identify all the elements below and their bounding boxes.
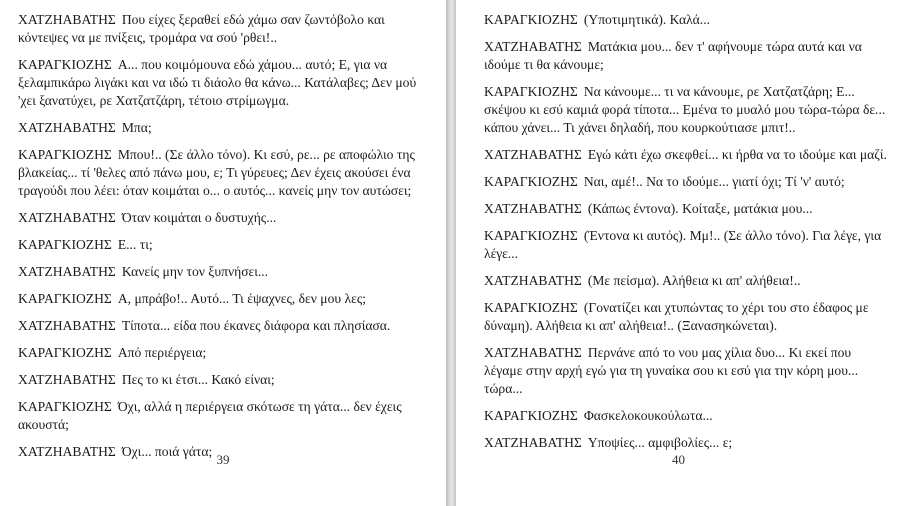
dialogue-line: [484, 344, 887, 398]
dialogue-line: [484, 407, 887, 425]
dialogue-text: Α... που κοιμόμουνα εδώ χάμου... αυτό; Ε, για να ξελαμπικάρω λιγάκι και να ιδώ τι διάολο θα κάνω... Κατάλαβες; Δεν μού 'χει ξανατύχει, ρε Χατζατζάρη, τέτοιο στρίμωγμα.: [18, 57, 417, 108]
dialogue-line: [18, 344, 432, 362]
speaker-name: ΧΑΤΖΗΑΒΑΤΗΣ: [18, 210, 116, 225]
dialogue-line: [18, 371, 432, 389]
dialogue-text: Περνάνε από το νου μας χίλια δυο... Κι εκεί που λέγαμε στην αρχή εγώ για τη γυναίκα σου κι εσύ για την κόρη μου... τώρα...: [484, 345, 859, 396]
dialogue-line: [18, 209, 432, 227]
dialogue-line: [484, 200, 887, 218]
dialogue-text: Ε... τι;: [117, 237, 153, 252]
dialogue-text: (Με πείσμα). Αλήθεια κι απ' αλήθεια!..: [587, 273, 801, 288]
speaker-name: ΧΑΤΖΗΑΒΑΤΗΣ: [18, 120, 116, 135]
dialogue-text: (Έντονα κι αυτός). Μμ!.. (Σε άλλο τόνο). Για λέγε, για λέγε...: [484, 228, 882, 261]
dialogue-line: [484, 83, 887, 137]
dialogue-line: [18, 290, 432, 308]
speaker-name: ΚΑΡΑΓΚΙΟΖΗΣ: [484, 84, 578, 99]
dialogue-line: [18, 263, 432, 281]
speaker-name: ΚΑΡΑΓΚΙΟΖΗΣ: [484, 300, 578, 315]
dialogue-text: Όχι, αλλά η περιέργεια σκότωσε τη γάτα... δεν έχεις ακουστά;: [18, 399, 402, 432]
dialogue-text: (Κάπως έντονα). Κοίταξε, ματάκια μου...: [587, 201, 813, 216]
speaker-name: ΚΑΡΑΓΚΙΟΖΗΣ: [484, 174, 578, 189]
dialogue-text: Μπα;: [121, 120, 152, 135]
dialogue-line: [484, 11, 887, 29]
speaker-name: ΚΑΡΑΓΚΙΟΖΗΣ: [484, 228, 578, 243]
speaker-name: ΚΑΡΑΓΚΙΟΖΗΣ: [18, 147, 112, 162]
dialogue-text: Εγώ κάτι έχω σκεφθεί... κι ήρθα να το ιδούμε και μαζί.: [587, 147, 887, 162]
speaker-name: ΧΑΤΖΗΑΒΑΤΗΣ: [18, 318, 116, 333]
speaker-name: ΧΑΤΖΗΑΒΑΤΗΣ: [484, 273, 582, 288]
dialogue-line: [18, 119, 432, 137]
speaker-name: ΚΑΡΑΓΚΙΟΖΗΣ: [18, 399, 112, 414]
dialogue-line: [484, 434, 887, 452]
dialogue-line: [18, 398, 432, 434]
dialogue-text: Όχι... ποιά γάτα;: [121, 444, 213, 459]
dialogue-text: Μπου!.. (Σε άλλο τόνο). Κι εσύ, ρε... ρε αποφώλιο της βλακείας... τί 'θελες από πάνω μου, ε; Τι γύρευες; Δεν έχεις ακούσει ένα τραγούδι που λέει: όταν κοιμάται ο... ο αυτός... κανείς μην τον αυτώσει;: [18, 147, 415, 198]
dialogue-text: (Γονατίζει και χτυπώντας το χέρι του στο έδαφος με δύναμη). Αλήθεια κι απ' αλήθεια!.. (Ξανασηκώνεται).: [484, 300, 869, 333]
speaker-name: ΧΑΤΖΗΑΒΑΤΗΣ: [18, 444, 116, 459]
speaker-name: ΚΑΡΑΓΚΙΟΖΗΣ: [18, 291, 112, 306]
page-gutter: [446, 0, 456, 506]
speaker-name: ΧΑΤΖΗΑΒΑΤΗΣ: [484, 345, 582, 360]
dialogue-line: [18, 317, 432, 335]
speaker-name: ΧΑΤΖΗΑΒΑΤΗΣ: [484, 201, 582, 216]
dialogue-text: Πες το κι έτσι... Κακό είναι;: [121, 372, 275, 387]
dialogue-text: Που είχες ξεραθεί εδώ χάμω σαν ζωντόβολο και κόντεψες να με πνίξεις, τρομάρα να σού 'ρθει!..: [18, 12, 385, 45]
dialogue-text: (Υποτιμητικά). Καλά...: [583, 12, 711, 27]
dialogue-text: Υποψίες... αμφιβολίες... ε;: [587, 435, 733, 450]
dialogue-line: [484, 38, 887, 74]
speaker-name: ΚΑΡΑΓΚΙΟΖΗΣ: [18, 57, 112, 72]
speaker-name: ΧΑΤΖΗΑΒΑΤΗΣ: [484, 39, 582, 54]
speaker-name: ΚΑΡΑΓΚΙΟΖΗΣ: [484, 12, 578, 27]
page-number: 39: [216, 452, 230, 467]
dialogue-line: [18, 146, 432, 200]
page-left: [0, 0, 446, 506]
speaker-name: ΚΑΡΑΓΚΙΟΖΗΣ: [484, 408, 578, 423]
dialogue-text: Ματάκια μου... δεν τ' αφήνουμε τώρα αυτά και να ιδούμε τι θα κάνουμε;: [484, 39, 862, 72]
dialogue-text: Κανείς μην τον ξυπνήσει...: [121, 264, 269, 279]
speaker-name: ΧΑΤΖΗΑΒΑΤΗΣ: [18, 12, 116, 27]
dialogue-line: [18, 236, 432, 254]
speaker-name: ΧΑΤΖΗΑΒΑΤΗΣ: [484, 435, 582, 450]
dialogue-line: [484, 299, 887, 335]
speaker-name: ΧΑΤΖΗΑΒΑΤΗΣ: [18, 264, 116, 279]
speaker-name: ΚΑΡΑΓΚΙΟΖΗΣ: [18, 237, 112, 252]
dialogue-line: [18, 11, 432, 47]
dialogue-line: [484, 146, 887, 164]
speaker-name: ΚΑΡΑΓΚΙΟΖΗΣ: [18, 345, 112, 360]
dialogue-text: Ναι, αμέ!.. Να το ιδούμε... γιατί όχι; Τί 'ν' αυτό;: [583, 174, 845, 189]
dialogue-text: Τίποτα... είδα που έκανες διάφορα και πλησίασα.: [121, 318, 391, 333]
dialogue-line: [484, 173, 887, 191]
dialogue-line: [18, 56, 432, 110]
page-number: 40: [672, 452, 685, 467]
speaker-name: ΧΑΤΖΗΑΒΑΤΗΣ: [18, 372, 116, 387]
dialogue-text: Α, μπράβο!.. Αυτό... Τι έψαχνες, δεν μου λες;: [117, 291, 366, 306]
dialogue-text: Από περιέργεια;: [117, 345, 207, 360]
dialogue-text: Να κάνουμε... τι να κάνουμε, ρε Χατζατζάρη; Ε... σκέψου κι εσύ καμιά φορά τίποτα... Εμένα το μυαλό μου τώρα-τώρα δε... κάπου χάνει... Τι χάνει δηλαδή, που κουρκούτιασε μπιτ!..: [484, 84, 886, 135]
dialogue-text: Φασκελοκουκούλωτα...: [583, 408, 713, 423]
dialogue-text: Όταν κοιμάται ο δυστυχής...: [121, 210, 277, 225]
speaker-name: ΧΑΤΖΗΑΒΑΤΗΣ: [484, 147, 582, 162]
page-right: [456, 0, 901, 506]
dialogue-line: [484, 272, 887, 290]
dialogue-line: [484, 227, 887, 263]
